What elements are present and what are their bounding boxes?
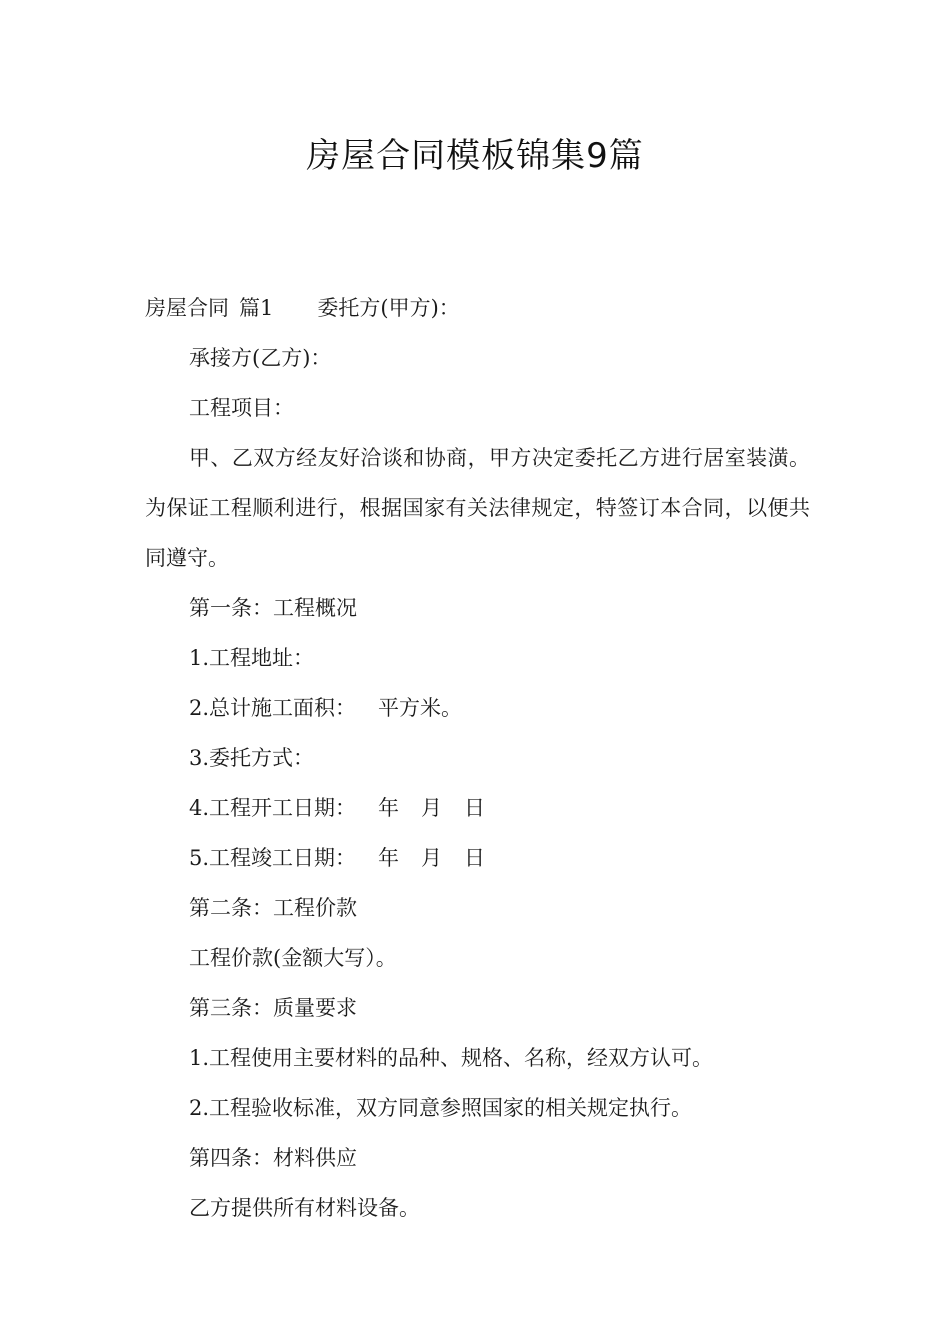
area-label: 2.总计施工面积： [189, 696, 357, 720]
document-title: 房屋合同模板锦集9篇 [306, 136, 644, 176]
area-unit: 平方米。 [378, 696, 463, 720]
heading-line [145, 283, 810, 333]
article-4-text: 乙方提供所有材料设备。 [189, 1196, 420, 1220]
article-1-title: 第一条：工程概况 [189, 596, 357, 620]
article-1-item-2 [145, 683, 810, 733]
article-1-item-1: 1.工程地址： [189, 646, 315, 670]
intro-paragraph: 甲、乙双方经友好洽谈和协商，甲方决定委托乙方进行居室装潢。为保证工程顺利进行，根据国家有关法律规定，特签订本合同，以便共同遵守。 [145, 446, 810, 570]
end-day: 日 [464, 846, 486, 870]
heading-number: 篇1 [239, 296, 274, 320]
document-body [145, 283, 810, 1233]
party-a-label: 委托方(甲方)： [317, 296, 460, 320]
end-date-label: 5.工程竣工日期： [189, 846, 357, 870]
start-month: 月 [421, 796, 443, 820]
article-3-item-1: 1.工程使用主要材料的品种、规格、名称，经双方认可。 [189, 1046, 714, 1070]
article-1-item-3: 3.委托方式： [189, 746, 315, 770]
article-2-text: 工程价款(金额大写）。 [189, 946, 397, 970]
article-3-title: 第三条：质量要求 [189, 996, 357, 1020]
article-4-title: 第四条：材料供应 [189, 1146, 357, 1170]
start-year: 年 [378, 796, 400, 820]
article-1-item-4 [145, 783, 810, 833]
article-2-title: 第二条：工程价款 [189, 896, 357, 920]
heading-label: 房屋合同 [145, 296, 229, 320]
article-1-item-5 [145, 833, 810, 883]
party-b-label: 承接方(乙方)： [189, 346, 332, 370]
start-day: 日 [464, 796, 486, 820]
project-label: 工程项目： [189, 396, 294, 420]
end-month: 月 [421, 846, 443, 870]
end-year: 年 [378, 846, 400, 870]
article-3-item-2: 2.工程验收标准，双方同意参照国家的相关规定执行。 [189, 1096, 693, 1120]
start-date-label: 4.工程开工日期： [189, 796, 357, 820]
